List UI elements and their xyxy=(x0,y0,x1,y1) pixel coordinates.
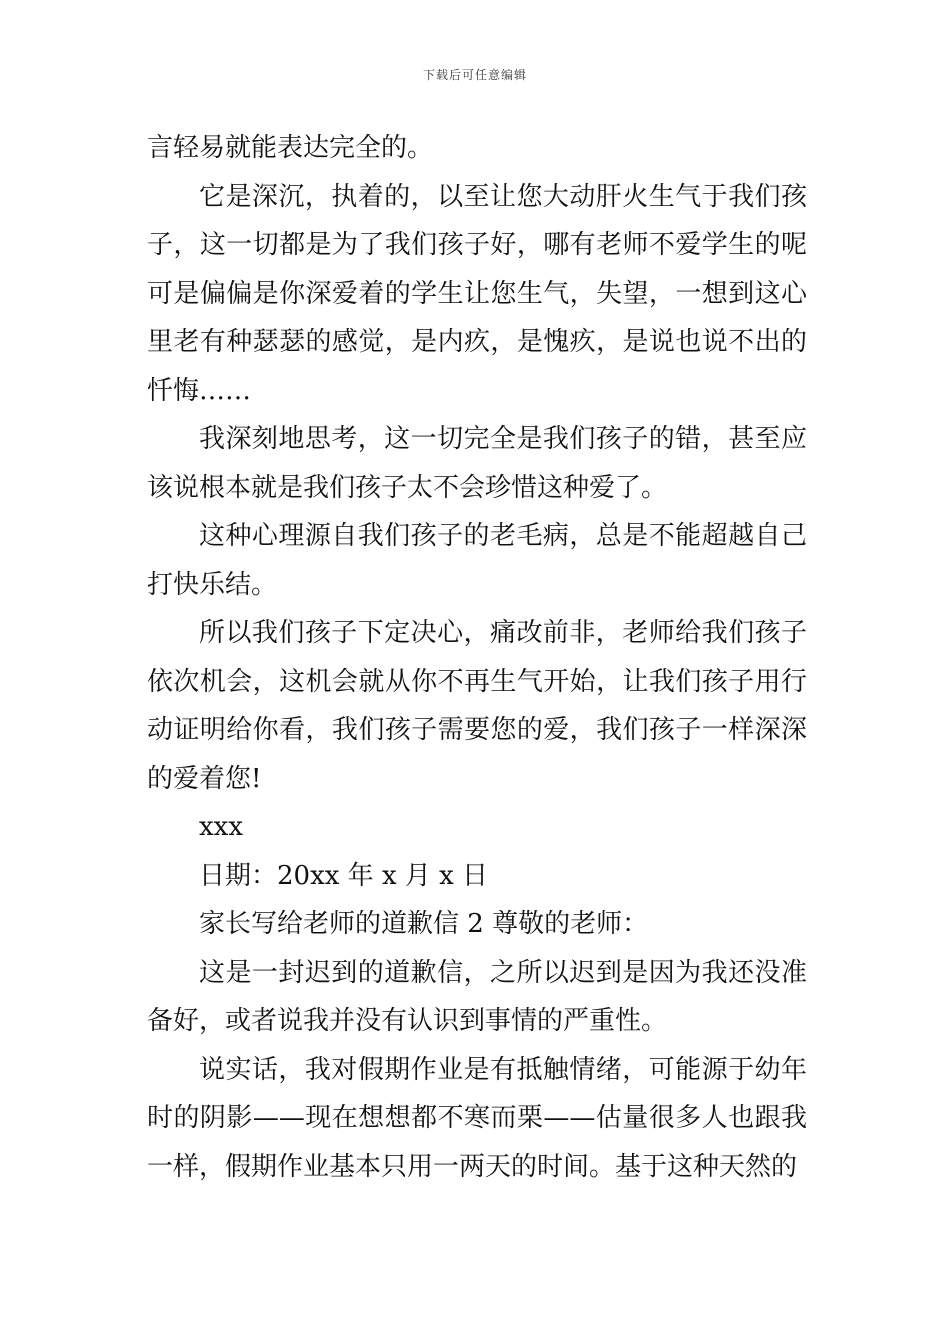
paragraph: 说实话，我对假期作业是有抵触情绪，可能源于幼年时的阴影——现在想想都不寒而栗——估量很多人也跟我一样，假期作业基本只用一两天的时间。基于这种天然的 xyxy=(147,1054,807,1182)
paragraph: 这种心理源自我们孩子的老毛病，总是不能超越自己打快乐结。 xyxy=(147,521,807,600)
paragraph-continuation: 言轻易就能表达完全的。 xyxy=(147,133,434,163)
paragraph: 这是一封迟到的道歉信，之所以迟到是因为我还没准备好，或者说我并没有认识到事情的严重性。 xyxy=(147,957,807,1036)
paragraph: 它是深沉，执着的，以至让您大动肝火生气于我们孩子，这一切都是为了我们孩子好，哪有老师不爱学生的呢可是偏偏是你深爱着的学生让您生气，失望，一想到这心里老有种瑟瑟的感觉，是内疚，是愧疚，是说也说不出的忏悔…… xyxy=(147,181,807,406)
paragraph: 所以我们孩子下定决心，痛改前非，老师给我们孩子依次机会，这机会就从你不再生气开始，让我们孩子用行动证明给你看，我们孩子需要您的爱，我们孩子一样深深的爱着您! xyxy=(147,618,807,794)
paragraph: 我深刻地思考，这一切完全是我们孩子的错，甚至应该说根本就是我们孩子太不会珍惜这种爱了。 xyxy=(147,424,807,503)
date-line: 日期：20xx 年 x 月 x 日 xyxy=(199,860,489,891)
page-header: 下载后可任意编辑 xyxy=(422,68,527,82)
document-body xyxy=(147,124,807,1191)
letter-title: 家长写给老师的道歉信 2 尊敬的老师： xyxy=(199,909,649,939)
signature-name: xxx xyxy=(199,812,243,842)
